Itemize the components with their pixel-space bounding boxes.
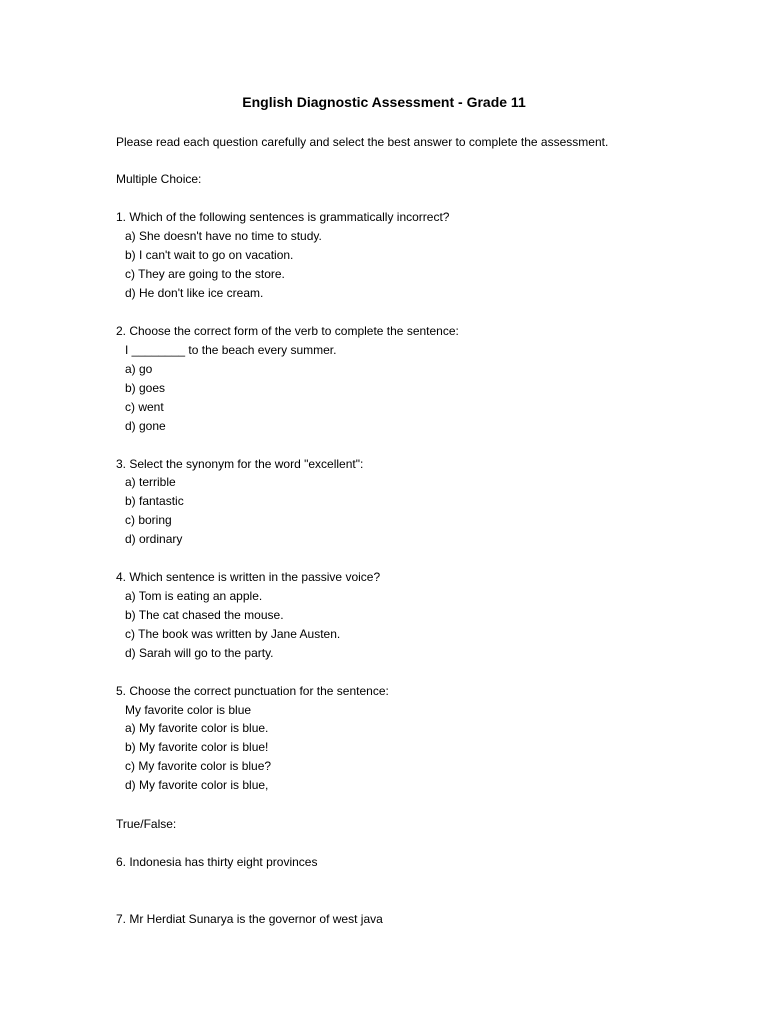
question-2: 2. Choose the correct form of the verb to complete the sentence:: [116, 324, 459, 338]
q3-option-a: a) terrible: [125, 475, 176, 489]
question-7: 7. Mr Herdiat Sunarya is the governor of west java: [116, 912, 383, 926]
q5-option-b: b) My favorite color is blue!: [125, 740, 269, 754]
question-4: 4. Which sentence is written in the passive voice?: [116, 570, 381, 584]
q3-option-b: b) fantastic: [125, 494, 184, 508]
q4-option-c: c) The book was written by Jane Austen.: [125, 627, 341, 641]
question-5: 5. Choose the correct punctuation for the sentence:: [116, 684, 389, 698]
document-title: English Diagnostic Assessment - Grade 11: [242, 94, 526, 110]
q5-option-a: a) My favorite color is blue.: [125, 721, 269, 735]
q2-prompt: I ________ to the beach every summer.: [125, 343, 337, 357]
q1-option-c: c) They are going to the store.: [125, 267, 285, 281]
question-1: 1. Which of the following sentences is grammatically incorrect?: [116, 210, 450, 224]
q3-option-d: d) ordinary: [125, 532, 183, 546]
instructions-text: Please read each question carefully and select the best answer to complete the assessment.: [116, 135, 609, 149]
question-6: 6. Indonesia has thirty eight provinces: [116, 855, 318, 869]
q2-option-c: c) went: [125, 400, 164, 414]
q4-option-a: a) Tom is eating an apple.: [125, 589, 263, 603]
q1-option-a: a) She doesn't have no time to study.: [125, 229, 322, 243]
q4-option-b: b) The cat chased the mouse.: [125, 608, 284, 622]
q5-option-d: d) My favorite color is blue,: [125, 778, 269, 792]
q1-option-b: b) I can't wait to go on vacation.: [125, 248, 294, 262]
q1-option-d: d) He don't like ice cream.: [125, 286, 264, 300]
q2-option-d: d) gone: [125, 419, 166, 433]
question-3: 3. Select the synonym for the word "excellent":: [116, 457, 364, 471]
section-heading-true-false: True/False:: [116, 817, 177, 831]
q5-option-c: c) My favorite color is blue?: [125, 759, 272, 773]
q4-option-d: d) Sarah will go to the party.: [125, 646, 274, 660]
q3-option-c: c) boring: [125, 513, 172, 527]
q5-prompt: My favorite color is blue: [125, 703, 252, 717]
q2-option-b: b) goes: [125, 381, 166, 395]
q2-option-a: a) go: [125, 362, 153, 376]
section-heading-multiple-choice: Multiple Choice:: [116, 172, 202, 186]
